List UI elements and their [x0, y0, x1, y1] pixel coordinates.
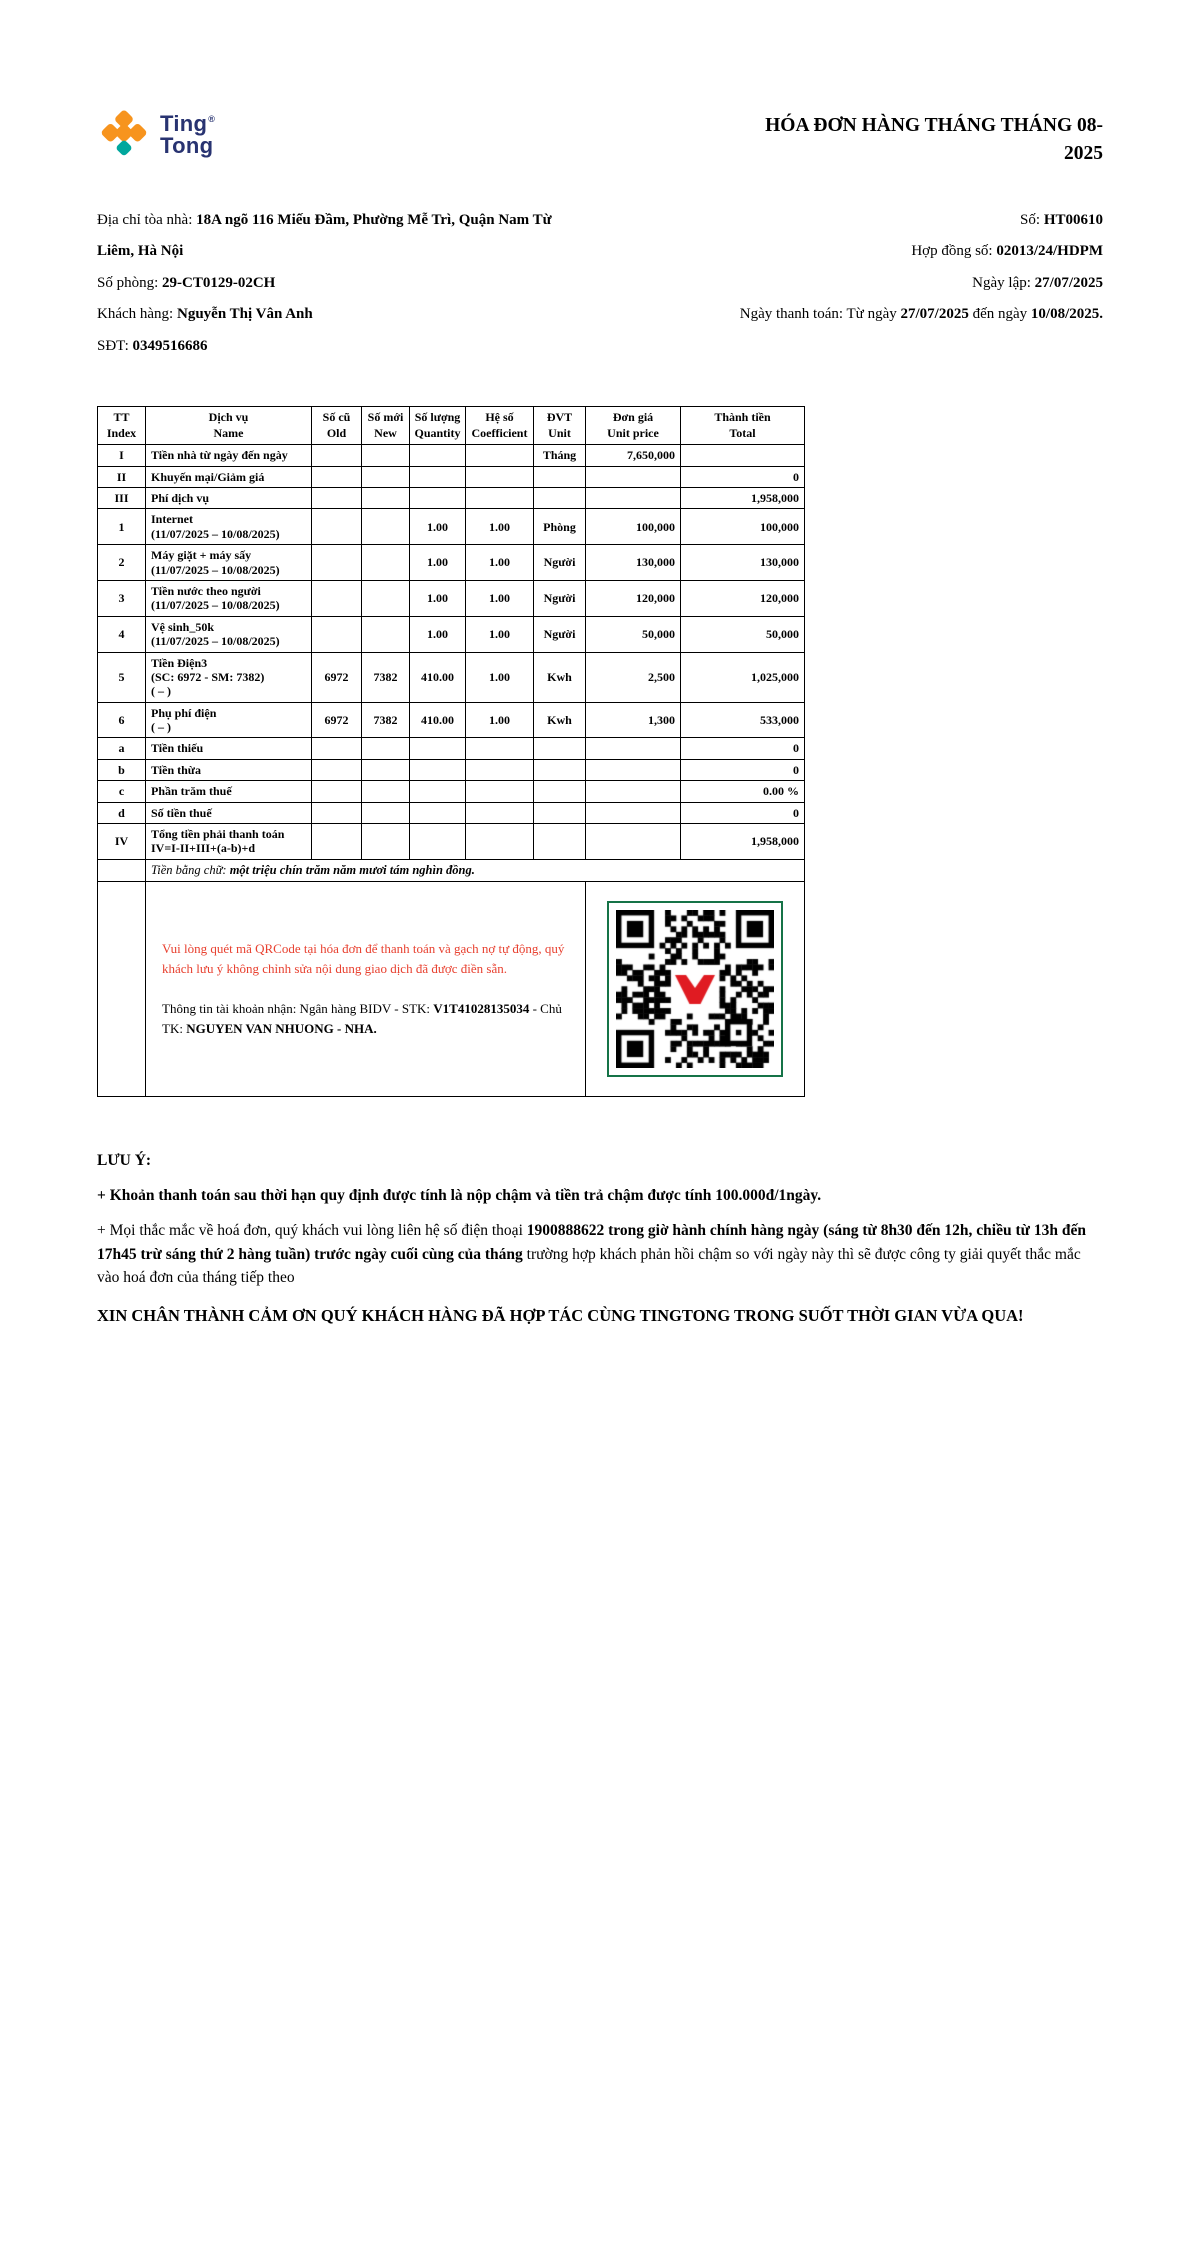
column-header: Số cũ Old — [312, 407, 362, 445]
unit-price-cell — [586, 802, 681, 823]
tingtong-logo — [97, 108, 215, 162]
unit-cell — [534, 466, 586, 487]
row-index-cell: c — [98, 781, 146, 802]
late-payment-note: + Khoản thanh toán sau thời hạn quy định được tính là nộp chậm và tiền trả chậm được tính 100.000đ/1ngày. — [97, 1187, 822, 1205]
unit-cell — [534, 824, 586, 860]
qr-canvas — [616, 910, 774, 1068]
service-name-cell: Tiền nước theo người (11/07/2025 – 10/08/2025) — [146, 580, 312, 616]
empty-index-cell — [98, 881, 146, 1096]
row-index-cell: II — [98, 466, 146, 487]
unit-cell: Người — [534, 545, 586, 581]
table-row — [98, 616, 805, 652]
unit-cell — [534, 738, 586, 759]
old-reading-cell — [312, 466, 362, 487]
quantity-cell: 1.00 — [410, 545, 466, 581]
footer-notes — [97, 1149, 1103, 1329]
coefficient-cell: 1.00 — [466, 580, 534, 616]
table-row — [98, 781, 805, 802]
total-cell: 0 — [681, 738, 805, 759]
total-cell: 1,958,000 — [681, 488, 805, 509]
old-reading-cell — [312, 445, 362, 466]
service-name-cell: Tiền nhà từ ngày đến ngày — [146, 445, 312, 466]
total-cell: 0 — [681, 466, 805, 487]
invoice-info — [97, 205, 1103, 363]
payment-qr-row — [98, 881, 805, 1096]
unit-cell — [534, 488, 586, 509]
table-row — [98, 738, 805, 759]
service-name-cell: Khuyến mại/Giảm giá — [146, 466, 312, 487]
empty-index-cell — [98, 859, 146, 881]
old-reading-cell — [312, 616, 362, 652]
registered-mark: ® — [208, 114, 216, 125]
invoice-table-body — [98, 445, 805, 860]
unit-cell: Người — [534, 580, 586, 616]
service-name-cell: Phí dịch vụ — [146, 488, 312, 509]
quantity-cell: 1.00 — [410, 616, 466, 652]
old-reading-cell — [312, 580, 362, 616]
unit-cell: Kwh — [534, 702, 586, 738]
table-row — [98, 702, 805, 738]
payment-period: Ngày thanh toán: Từ ngày 27/07/2025 đến ngày 10/08/2025. — [739, 306, 1103, 323]
old-reading-cell: 6972 — [312, 652, 362, 702]
table-row — [98, 445, 805, 466]
old-reading-cell — [312, 781, 362, 802]
new-reading-cell — [362, 509, 410, 545]
row-index-cell: 2 — [98, 545, 146, 581]
bank-account-info: Thông tin tài khoản nhận: Ngân hàng BIDV - STK: V1T41028135034 - Chủ TK: NGUYEN VAN NHUONG - NHA. — [162, 1000, 562, 1036]
qr-warning-text: Vui lòng quét mã QRCode tại hóa đơn để thanh toán và gạch nợ tự động, quý khách lưu ý không chỉnh sửa nội dung giao dịch đã được điền sẵn. — [162, 940, 565, 976]
unit-cell: Người — [534, 616, 586, 652]
row-index-cell: 1 — [98, 509, 146, 545]
row-index-cell: 5 — [98, 652, 146, 702]
old-reading-cell — [312, 488, 362, 509]
unit-price-cell — [586, 824, 681, 860]
amount-in-words-row — [98, 859, 805, 881]
row-index-cell: III — [98, 488, 146, 509]
coefficient-cell: 1.00 — [466, 616, 534, 652]
total-cell — [681, 445, 805, 466]
coefficient-cell: 1.00 — [466, 545, 534, 581]
total-cell: 533,000 — [681, 702, 805, 738]
column-header: TT Index — [98, 407, 146, 445]
coefficient-cell — [466, 466, 534, 487]
invoice-number: Số: HT00610 — [1020, 211, 1103, 228]
new-reading-cell — [362, 445, 410, 466]
quantity-cell — [410, 759, 466, 780]
unit-price-cell: 2,500 — [586, 652, 681, 702]
table-row — [98, 545, 805, 581]
row-index-cell: 4 — [98, 616, 146, 652]
new-reading-cell — [362, 802, 410, 823]
customer-name: Khách hàng: Nguyễn Thị Vân Anh — [97, 306, 313, 323]
table-row — [98, 488, 805, 509]
coefficient-cell — [466, 824, 534, 860]
total-cell: 0.00 % — [681, 781, 805, 802]
coefficient-cell: 1.00 — [466, 702, 534, 738]
service-name-cell: Tiền Điện3 (SC: 6972 - SM: 7382) ( – ) — [146, 652, 312, 702]
unit-price-cell — [586, 759, 681, 780]
service-name-cell: Số tiền thuế — [146, 802, 312, 823]
new-reading-cell — [362, 759, 410, 780]
old-reading-cell — [312, 545, 362, 581]
new-reading-cell — [362, 616, 410, 652]
quantity-cell — [410, 488, 466, 509]
issue-date: Ngày lập: 27/07/2025 — [972, 274, 1103, 291]
unit-price-cell: 7,650,000 — [586, 445, 681, 466]
row-index-cell: I — [98, 445, 146, 466]
table-row — [98, 824, 805, 860]
unit-price-cell — [586, 738, 681, 759]
building-address: Địa chỉ tòa nhà: 18A ngõ 116 Miếu Đầm, Phường Mễ Trì, Quận Nam Từ Liêm, Hà Nội — [97, 211, 552, 260]
unit-price-cell — [586, 488, 681, 509]
column-header: Thành tiền Total — [681, 407, 805, 445]
table-row — [98, 466, 805, 487]
table-header-row — [98, 407, 805, 445]
total-cell: 120,000 — [681, 580, 805, 616]
invoice-meta — [693, 205, 1103, 363]
row-index-cell: d — [98, 802, 146, 823]
column-header: Đơn giá Unit price — [586, 407, 681, 445]
row-index-cell: b — [98, 759, 146, 780]
table-row — [98, 509, 805, 545]
brand-name-top: Ting® — [160, 110, 216, 136]
coefficient-cell — [466, 759, 534, 780]
notes-heading: LƯU Ý: — [97, 1151, 152, 1169]
invoice-title-line2: 2025 — [1064, 143, 1103, 165]
new-reading-cell — [362, 545, 410, 581]
quantity-cell — [410, 802, 466, 823]
new-reading-cell: 7382 — [362, 652, 410, 702]
table-row — [98, 652, 805, 702]
payment-instructions — [146, 881, 586, 1096]
service-name-cell: Internet (11/07/2025 – 10/08/2025) — [146, 509, 312, 545]
thanks-note: XIN CHÂN THÀNH CẢM ƠN QUÝ KHÁCH HÀNG ĐÃ HỢP TÁC CÙNG TINGTONG TRONG SUỐT THỜI GIAN VỪA QUA! — [97, 1306, 1024, 1326]
new-reading-cell — [362, 580, 410, 616]
coefficient-cell — [466, 738, 534, 759]
new-reading-cell: 7382 — [362, 702, 410, 738]
invoice-table — [97, 406, 805, 1097]
payment-qr-code — [607, 901, 783, 1077]
new-reading-cell — [362, 488, 410, 509]
invoice-header — [97, 108, 1103, 169]
row-index-cell: IV — [98, 824, 146, 860]
coefficient-cell — [466, 781, 534, 802]
row-index-cell: a — [98, 738, 146, 759]
service-name-cell: Vệ sinh_50k (11/07/2025 – 10/08/2025) — [146, 616, 312, 652]
total-cell: 0 — [681, 759, 805, 780]
service-name-cell: Máy giặt + máy sấy (11/07/2025 – 10/08/2025) — [146, 545, 312, 581]
brand-name-bottom: Tong — [160, 133, 214, 158]
quantity-cell — [410, 781, 466, 802]
contract-number: Hợp đồng số: 02013/24/HDPM — [911, 243, 1103, 260]
room-number: Số phòng: 29-CT0129-02CH — [97, 274, 276, 291]
customer-info — [97, 205, 577, 363]
coefficient-cell — [466, 445, 534, 466]
row-index-cell: 3 — [98, 580, 146, 616]
old-reading-cell — [312, 824, 362, 860]
tingtong-flower-icon — [97, 108, 151, 162]
quantity-cell: 1.00 — [410, 509, 466, 545]
unit-price-cell: 50,000 — [586, 616, 681, 652]
unit-price-cell: 100,000 — [586, 509, 681, 545]
service-name-cell: Tiền thiếu — [146, 738, 312, 759]
unit-cell: Tháng — [534, 445, 586, 466]
quantity-cell: 410.00 — [410, 652, 466, 702]
unit-cell — [534, 802, 586, 823]
unit-cell — [534, 781, 586, 802]
quantity-cell: 1.00 — [410, 580, 466, 616]
row-index-cell: 6 — [98, 702, 146, 738]
qr-code-cell — [586, 881, 805, 1096]
total-cell: 1,025,000 — [681, 652, 805, 702]
quantity-cell — [410, 466, 466, 487]
unit-cell — [534, 759, 586, 780]
unit-price-cell — [586, 781, 681, 802]
column-header: Dịch vụ Name — [146, 407, 312, 445]
unit-price-cell — [586, 466, 681, 487]
service-name-cell: Tổng tiền phải thanh toán IV=I-II+III+(a-b)+d — [146, 824, 312, 860]
coefficient-cell — [466, 488, 534, 509]
old-reading-cell — [312, 759, 362, 780]
old-reading-cell — [312, 738, 362, 759]
unit-price-cell: 130,000 — [586, 545, 681, 581]
brand-name — [160, 110, 216, 158]
coefficient-cell — [466, 802, 534, 823]
table-row — [98, 802, 805, 823]
service-name-cell: Phụ phí điện ( – ) — [146, 702, 312, 738]
column-header: ĐVT Unit — [534, 407, 586, 445]
total-cell: 100,000 — [681, 509, 805, 545]
service-name-cell: Tiền thừa — [146, 759, 312, 780]
quantity-cell — [410, 738, 466, 759]
invoice-title — [751, 112, 1103, 169]
total-cell: 130,000 — [681, 545, 805, 581]
phone-number: SĐT: 0349516686 — [97, 337, 208, 354]
column-header: Số lượng Quantity — [410, 407, 466, 445]
quantity-cell — [410, 445, 466, 466]
coefficient-cell: 1.00 — [466, 509, 534, 545]
new-reading-cell — [362, 738, 410, 759]
unit-cell: Phòng — [534, 509, 586, 545]
old-reading-cell — [312, 802, 362, 823]
old-reading-cell: 6972 — [312, 702, 362, 738]
new-reading-cell — [362, 824, 410, 860]
column-header: Hệ số Coefficient — [466, 407, 534, 445]
invoice-title-line1: HÓA ĐƠN HÀNG THÁNG THÁNG 08- — [765, 115, 1103, 136]
total-cell: 1,958,000 — [681, 824, 805, 860]
old-reading-cell — [312, 509, 362, 545]
hotline-note: + Mọi thắc mắc về hoá đơn, quý khách vui lòng liên hệ số điện thoại 1900888622 trong giờ hành chính hàng ngày (sáng từ 8h30 đến 12h, chiều từ 13h đến 17h45 trừ sáng thứ 2 hàng tuần) trước ngày cuối cùng của tháng trường hợp khách phản hồi chậm so với ngày này thì sẽ được công ty giải quyết thắc mắc vào hoá đơn của tháng tiếp theo — [97, 1222, 1086, 1286]
amount-in-words: Tiền bằng chữ: một triệu chín trăm năm mươi tám nghìn đồng. — [146, 859, 805, 881]
table-row — [98, 580, 805, 616]
unit-price-cell: 1,300 — [586, 702, 681, 738]
service-name-cell: Phần trăm thuế — [146, 781, 312, 802]
column-header: Số mới New — [362, 407, 410, 445]
new-reading-cell — [362, 466, 410, 487]
coefficient-cell: 1.00 — [466, 652, 534, 702]
unit-cell: Kwh — [534, 652, 586, 702]
unit-price-cell: 120,000 — [586, 580, 681, 616]
total-cell: 50,000 — [681, 616, 805, 652]
total-cell: 0 — [681, 802, 805, 823]
quantity-cell: 410.00 — [410, 702, 466, 738]
quantity-cell — [410, 824, 466, 860]
table-row — [98, 759, 805, 780]
new-reading-cell — [362, 781, 410, 802]
